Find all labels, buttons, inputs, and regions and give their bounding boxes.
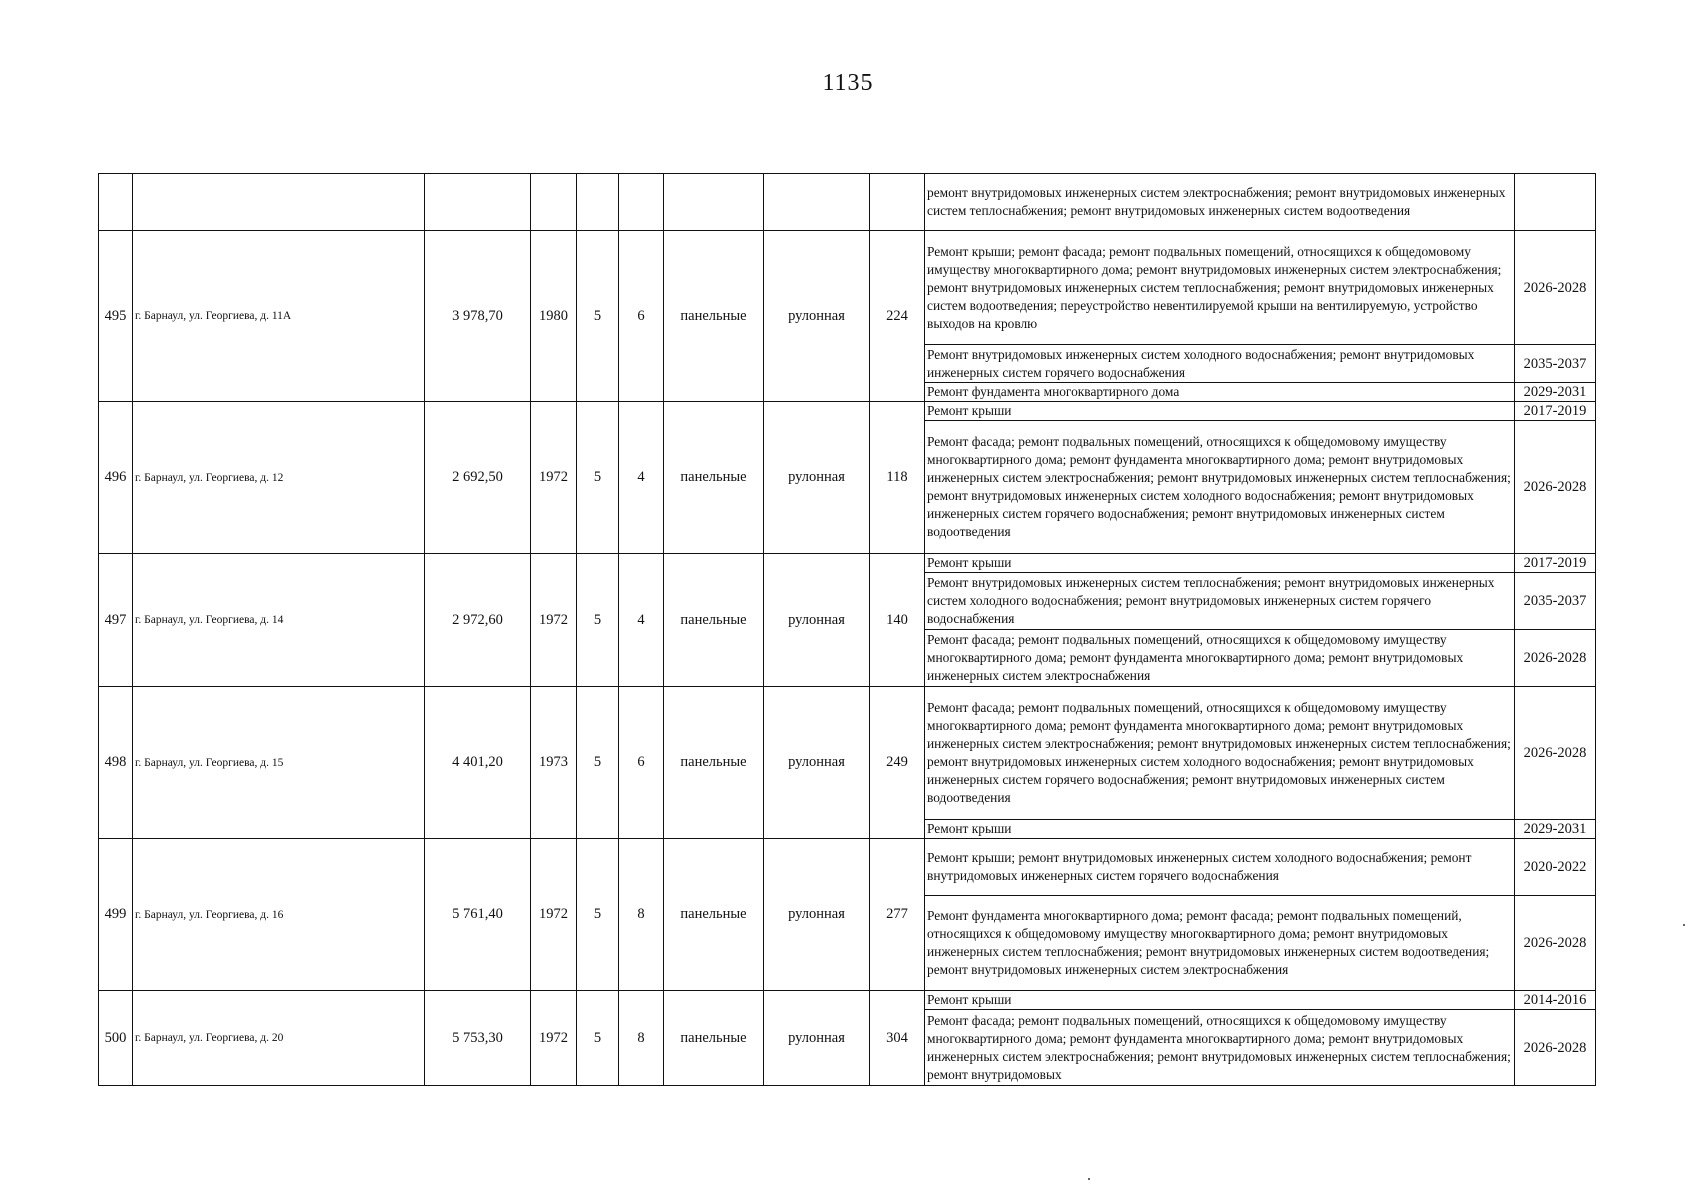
wall-material: панельные xyxy=(664,402,764,554)
work-description: Ремонт крыши xyxy=(925,820,1515,839)
record-row xyxy=(99,687,1596,820)
page-number: 1135 xyxy=(822,70,874,96)
entrances: 6 xyxy=(619,231,664,402)
total-area: 5 761,40 xyxy=(425,839,531,991)
total-area: 5 753,30 xyxy=(425,991,531,1086)
wall-material: панельные xyxy=(664,554,764,687)
floors: 5 xyxy=(577,687,619,839)
work-years: 2020-2022 xyxy=(1515,839,1596,896)
work-description: Ремонт фасада; ремонт подвальных помещений, относящихся к общедомовому имуществу многоквартирного дома; ремонт фундамента многоквартирного дома; ремонт внутридомовых инженерных систем электроснабжения; ремонт внутридомовых инженерных систем теплоснабжения; ремонт внутридомовых xyxy=(925,1010,1515,1086)
build-year: 1972 xyxy=(531,991,577,1086)
address: г. Барнаул, ул. Георгиева, д. 16 xyxy=(133,839,425,991)
entrances: 4 xyxy=(619,554,664,687)
empty-cell xyxy=(619,174,664,231)
work-description: Ремонт крыши; ремонт внутридомовых инженерных систем холодного водоснабжения; ремонт внутридомовых инженерных систем горячего водоснабжения xyxy=(925,839,1515,896)
scan-speck xyxy=(1683,924,1685,926)
build-year: 1973 xyxy=(531,687,577,839)
housing-registry-table xyxy=(98,173,1596,1086)
work-description: Ремонт внутридомовых инженерных систем теплоснабжения; ремонт внутридомовых инженерных систем холодного водоснабжения; ремонт внутридомовых инженерных систем горячего водоснабжения xyxy=(925,573,1515,630)
record-number: 498 xyxy=(99,687,133,839)
record-row xyxy=(99,991,1596,1010)
roof-type: рулонная xyxy=(764,839,870,991)
work-years: 2026-2028 xyxy=(1515,630,1596,687)
work-description: Ремонт крыши; ремонт фасада; ремонт подвальных помещений, относящихся к общедомовому имуществу многоквартирного дома; ремонт внутридомовых инженерных систем электроснабжения; ремонт внутридомовых инженерных систем теплоснабжения; ремонт внутридомовых инженерных систем водоотведения; переустройство невентилируемой крыши на вентилируемую, устройство выходов на кровлю xyxy=(925,231,1515,345)
total-area: 3 978,70 xyxy=(425,231,531,402)
roof-type: рулонная xyxy=(764,402,870,554)
work-years: 2014-2016 xyxy=(1515,991,1596,1010)
floors: 5 xyxy=(577,231,619,402)
empty-cell xyxy=(870,174,925,231)
work-years: 2026-2028 xyxy=(1515,421,1596,554)
entrances: 8 xyxy=(619,839,664,991)
residents: 304 xyxy=(870,991,925,1086)
total-area: 4 401,20 xyxy=(425,687,531,839)
work-years: 2026-2028 xyxy=(1515,896,1596,991)
work-years: 2026-2028 xyxy=(1515,687,1596,820)
wall-material: панельные xyxy=(664,839,764,991)
roof-type: рулонная xyxy=(764,991,870,1086)
build-year: 1972 xyxy=(531,839,577,991)
empty-cell xyxy=(531,174,577,231)
work-years: 2035-2037 xyxy=(1515,345,1596,383)
floors: 5 xyxy=(577,991,619,1086)
total-area: 2 692,50 xyxy=(425,402,531,554)
record-row xyxy=(99,402,1596,421)
work-years: 2029-2031 xyxy=(1515,820,1596,839)
roof-type: рулонная xyxy=(764,231,870,402)
residents: 224 xyxy=(870,231,925,402)
work-years: 2017-2019 xyxy=(1515,402,1596,421)
work-years: 2017-2019 xyxy=(1515,554,1596,573)
empty-cell xyxy=(99,174,133,231)
empty-cell xyxy=(577,174,619,231)
build-year: 1972 xyxy=(531,402,577,554)
work-years: 2026-2028 xyxy=(1515,231,1596,345)
record-row xyxy=(99,839,1596,896)
empty-cell xyxy=(425,174,531,231)
entrances: 8 xyxy=(619,991,664,1086)
wall-material: панельные xyxy=(664,687,764,839)
roof-type: рулонная xyxy=(764,687,870,839)
empty-cell xyxy=(664,174,764,231)
record-row xyxy=(99,231,1596,345)
work-description: Ремонт фасада; ремонт подвальных помещений, относящихся к общедомовому имуществу многоквартирного дома; ремонт фундамента многоквартирного дома; ремонт внутридомовых инженерных систем электроснабжения xyxy=(925,630,1515,687)
work-description: Ремонт фундамента многоквартирного дома xyxy=(925,383,1515,402)
address: г. Барнаул, ул. Георгиева, д. 20 xyxy=(133,991,425,1086)
scan-speck xyxy=(1088,1178,1090,1180)
work-years xyxy=(1515,174,1596,231)
work-years: 2029-2031 xyxy=(1515,383,1596,402)
build-year: 1972 xyxy=(531,554,577,687)
work-description: Ремонт внутридомовых инженерных систем холодного водоснабжения; ремонт внутридомовых инженерных систем горячего водоснабжения xyxy=(925,345,1515,383)
continuation-row xyxy=(99,174,1596,231)
work-description: Ремонт фасада; ремонт подвальных помещений, относящихся к общедомовому имуществу многоквартирного дома; ремонт фундамента многоквартирного дома; ремонт внутридомовых инженерных систем электроснабжения; ремонт внутридомовых инженерных систем теплоснабжения; ремонт внутридомовых инженерных систем холодного водоснабжения; ремонт внутридомовых инженерных систем горячего водоснабжения; ремонт внутридомовых инженерных систем водоотведения xyxy=(925,687,1515,820)
address: г. Барнаул, ул. Георгиева, д. 15 xyxy=(133,687,425,839)
work-years: 2026-2028 xyxy=(1515,1010,1596,1086)
residents: 277 xyxy=(870,839,925,991)
total-area: 2 972,60 xyxy=(425,554,531,687)
residents: 118 xyxy=(870,402,925,554)
work-description: Ремонт крыши xyxy=(925,402,1515,421)
build-year: 1980 xyxy=(531,231,577,402)
work-description: ремонт внутридомовых инженерных систем электроснабжения; ремонт внутридомовых инженерных систем теплоснабжения; ремонт внутридомовых инженерных систем водоотведения xyxy=(925,174,1515,231)
record-row xyxy=(99,554,1596,573)
address: г. Барнаул, ул. Георгиева, д. 12 xyxy=(133,402,425,554)
work-description: Ремонт крыши xyxy=(925,991,1515,1010)
work-years: 2035-2037 xyxy=(1515,573,1596,630)
wall-material: панельные xyxy=(664,231,764,402)
work-description: Ремонт фундамента многоквартирного дома; ремонт фасада; ремонт подвальных помещений, относящихся к общедомовому имуществу многоквартирного дома; ремонт внутридомовых инженерных систем теплоснабжения; ремонт внутридомовых инженерных систем водоотведения; ремонт внутридомовых инженерных систем электроснабжения xyxy=(925,896,1515,991)
entrances: 6 xyxy=(619,687,664,839)
floors: 5 xyxy=(577,554,619,687)
residents: 140 xyxy=(870,554,925,687)
wall-material: панельные xyxy=(664,991,764,1086)
floors: 5 xyxy=(577,402,619,554)
empty-cell xyxy=(133,174,425,231)
address: г. Барнаул, ул. Георгиева, д. 11А xyxy=(133,231,425,402)
record-number: 497 xyxy=(99,554,133,687)
record-number: 496 xyxy=(99,402,133,554)
address: г. Барнаул, ул. Георгиева, д. 14 xyxy=(133,554,425,687)
record-number: 495 xyxy=(99,231,133,402)
entrances: 4 xyxy=(619,402,664,554)
roof-type: рулонная xyxy=(764,554,870,687)
empty-cell xyxy=(764,174,870,231)
floors: 5 xyxy=(577,839,619,991)
record-number: 500 xyxy=(99,991,133,1086)
residents: 249 xyxy=(870,687,925,839)
record-number: 499 xyxy=(99,839,133,991)
work-description: Ремонт крыши xyxy=(925,554,1515,573)
work-description: Ремонт фасада; ремонт подвальных помещений, относящихся к общедомовому имуществу многоквартирного дома; ремонт фундамента многоквартирного дома; ремонт внутридомовых инженерных систем электроснабжения; ремонт внутридомовых инженерных систем теплоснабжения; ремонт внутридомовых инженерных систем холодного водоснабжения; ремонт внутридомовых инженерных систем горячего водоснабжения; ремонт внутридомовых инженерных систем водоотведения xyxy=(925,421,1515,554)
